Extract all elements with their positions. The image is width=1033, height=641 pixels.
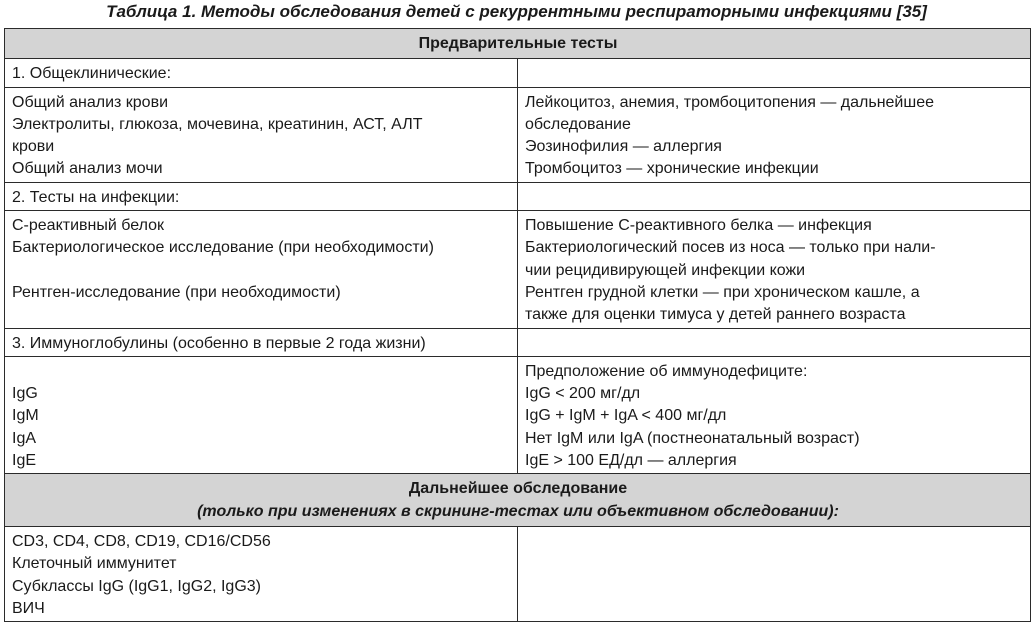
- test-line: ВИЧ: [12, 599, 45, 617]
- interpretation-line: Рентген грудной клетки — при хроническом кашле, а: [525, 283, 920, 301]
- section-subtitle-text: (только при изменениях в скрининг-тестах или объективном обследовании):: [197, 502, 839, 520]
- test-line: IgE: [12, 452, 37, 470]
- test-line: IgG: [12, 385, 38, 403]
- empty-cell: [518, 59, 1031, 87]
- group-header-row: [5, 182, 1031, 210]
- test-line: Рентген-исследование (при необходимости): [12, 283, 341, 301]
- tests-cell: [5, 526, 518, 621]
- tests-cell: [5, 211, 518, 328]
- interpretation-cell: [518, 356, 1031, 473]
- interpretation-line: Предположение об иммунодефиците:: [525, 362, 808, 380]
- interpretation-line: IgG < 200 мг/дл: [525, 385, 641, 403]
- test-line: крови: [12, 138, 55, 156]
- blank-line: [12, 361, 511, 383]
- table-row: [5, 87, 1031, 182]
- test-line: CD3, CD4, CD8, CD19, CD16/CD56: [12, 532, 271, 550]
- test-line: Клеточный иммунитет: [12, 555, 177, 573]
- test-line: IgM: [12, 407, 39, 425]
- interpretation-line: Нет IgM или IgA (постнеонатальный возраст): [525, 429, 860, 447]
- empty-cell: [518, 328, 1031, 356]
- interpretation-line: IgE > 100 ЕД/дл — аллергия: [525, 452, 737, 470]
- section-title: [5, 474, 1031, 527]
- interpretation-line: Эозинофилия — аллергия: [525, 138, 722, 156]
- section-header-further: [5, 474, 1031, 527]
- tests-cell: [5, 356, 518, 473]
- blank-line: [12, 260, 511, 282]
- table-caption: Таблица 1. Методы обследования детей с рекуррентными респираторными инфекциями [35]: [106, 2, 927, 21]
- interpretation-line: обследование: [525, 115, 631, 133]
- group-header-infections: 2. Тесты на инфекции:: [12, 188, 180, 206]
- group-header-row: [5, 59, 1031, 87]
- empty-cell: [518, 526, 1031, 621]
- interpretation-line: Тромбоцитоз — хронические инфекции: [525, 160, 819, 178]
- table-row: [5, 526, 1031, 621]
- group-header-cell: [5, 328, 518, 356]
- examination-methods-table: [4, 28, 1031, 622]
- table-row: [5, 356, 1031, 473]
- test-line: С-реактивный белок: [12, 217, 165, 235]
- interpretation-line: Лейкоцитоз, анемия, тромбоцитопения — дальнейшее: [525, 93, 934, 111]
- interpretation-cell: [518, 87, 1031, 182]
- tests-cell: [5, 87, 518, 182]
- section-title-text: Предварительные тесты: [418, 35, 618, 52]
- group-header-row: [5, 328, 1031, 356]
- interpretation-line: чии рецидивирующей инфекции кожи: [525, 261, 806, 279]
- section-title-text: Дальнейшее обследование: [408, 480, 628, 498]
- test-line: Общий анализ крови: [12, 93, 169, 111]
- group-header-immunoglobulins: 3. Иммуноглобулины (особенно в первые 2 года жизни): [12, 334, 426, 352]
- group-header-cell: [5, 182, 518, 210]
- test-line: Бактериологическое исследование (при необходимости): [12, 239, 434, 257]
- interpretation-line: Повышение С-реактивного белка — инфекция: [525, 217, 872, 235]
- group-header-general: 1. Общеклинические:: [12, 65, 172, 83]
- interpretation-line: IgG + IgM + IgA < 400 мг/дл: [525, 407, 727, 425]
- test-line: Субклассы IgG (IgG1, IgG2, IgG3): [12, 577, 261, 595]
- interpretation-line: Бактериологический посев из носа — только при нали-: [525, 239, 936, 257]
- test-line: Электролиты, глюкоза, мочевина, креатинин, АСТ, АЛТ: [12, 115, 423, 133]
- table-row: [5, 211, 1031, 328]
- group-header-cell: [5, 59, 518, 87]
- section-title: [5, 29, 1031, 59]
- interpretation-line: также для оценки тимуса у детей раннего возраста: [525, 306, 906, 324]
- section-header-preliminary: [5, 29, 1031, 59]
- empty-cell: [518, 182, 1031, 210]
- test-line: IgA: [12, 429, 37, 447]
- interpretation-cell: [518, 211, 1031, 328]
- test-line: Общий анализ мочи: [12, 160, 163, 178]
